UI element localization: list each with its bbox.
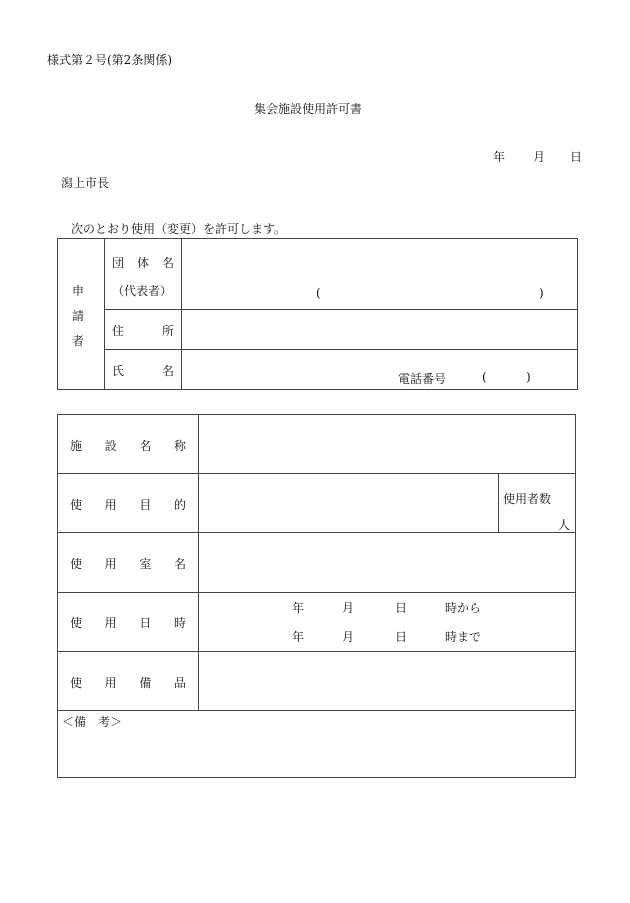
rep-paren-close: )	[539, 286, 544, 300]
purpose-label-char: 用	[104, 498, 117, 512]
datetime-label-char: 日	[139, 616, 152, 630]
representative-label: （代表者）	[112, 284, 173, 298]
remarks-label: ＜備 考＞	[62, 715, 123, 729]
phone-paren-close: )	[526, 370, 531, 384]
equipment-label-char: 備	[139, 676, 152, 690]
phone-label: 電話番号	[398, 372, 447, 386]
name-label-char: 氏	[112, 364, 125, 378]
org-label-char: 体	[136, 256, 149, 270]
purpose-label-char: 使	[70, 498, 83, 512]
room-label-char: 室	[139, 557, 152, 571]
usage-table	[57, 414, 576, 778]
facility-label-char: 施	[70, 439, 83, 453]
from-year: 年	[292, 601, 305, 615]
room-name-label	[70, 555, 186, 572]
purpose-label-char: 目	[139, 498, 152, 512]
addressee: 潟上市長	[61, 176, 110, 190]
equipment-label-char: 使	[70, 676, 83, 690]
equipment-label-char: 品	[173, 676, 186, 690]
name-label	[112, 362, 174, 379]
date-month-label: 月	[533, 150, 546, 164]
room-label-char: 名	[173, 557, 186, 571]
users-unit: 人	[558, 518, 571, 532]
applicant-side-char-2: 請	[72, 309, 85, 323]
address-label	[112, 322, 174, 339]
to-month: 月	[342, 630, 355, 644]
date-day-label: 日	[570, 150, 583, 164]
facility-name-label	[70, 437, 186, 454]
to-day: 日	[395, 630, 408, 644]
applicant-side-char-3: 者	[72, 334, 85, 348]
name-label-char: 名	[161, 364, 174, 378]
phone-paren-open: (	[482, 370, 487, 384]
org-label-char: 団	[112, 256, 125, 270]
org-name-label	[112, 254, 174, 271]
datetime-label-char: 使	[70, 616, 83, 630]
from-month: 月	[342, 601, 355, 615]
document-title: 集会施設使用許可書	[254, 102, 363, 116]
date-year-label: 年	[493, 150, 506, 164]
org-label-char: 名	[161, 256, 174, 270]
facility-label-char: 称	[173, 439, 186, 453]
datetime-label-char: 時	[173, 616, 186, 630]
address-label-char: 所	[161, 324, 174, 338]
to-year: 年	[292, 630, 305, 644]
equipment-label	[70, 674, 186, 691]
room-label-char: 用	[104, 557, 117, 571]
equipment-label-char: 用	[104, 676, 117, 690]
room-label-char: 使	[70, 557, 83, 571]
users-count-label: 使用者数	[503, 492, 552, 506]
purpose-label-char: 的	[173, 498, 186, 512]
facility-label-char: 設	[104, 439, 117, 453]
datetime-label	[70, 614, 186, 631]
rep-paren-open: (	[316, 286, 321, 300]
applicant-side-char-1: 申	[72, 284, 85, 298]
to-suffix: 時まで	[445, 630, 482, 644]
datetime-label-char: 用	[104, 616, 117, 630]
from-suffix: 時から	[445, 601, 482, 615]
address-label-char: 住	[112, 324, 125, 338]
from-day: 日	[395, 601, 408, 615]
purpose-label	[70, 496, 186, 513]
intro-text: 次のとおり使用（変更）を許可します。	[71, 222, 287, 236]
facility-label-char: 名	[139, 439, 152, 453]
form-number: 様式第２号(第2条関係)	[47, 53, 172, 67]
